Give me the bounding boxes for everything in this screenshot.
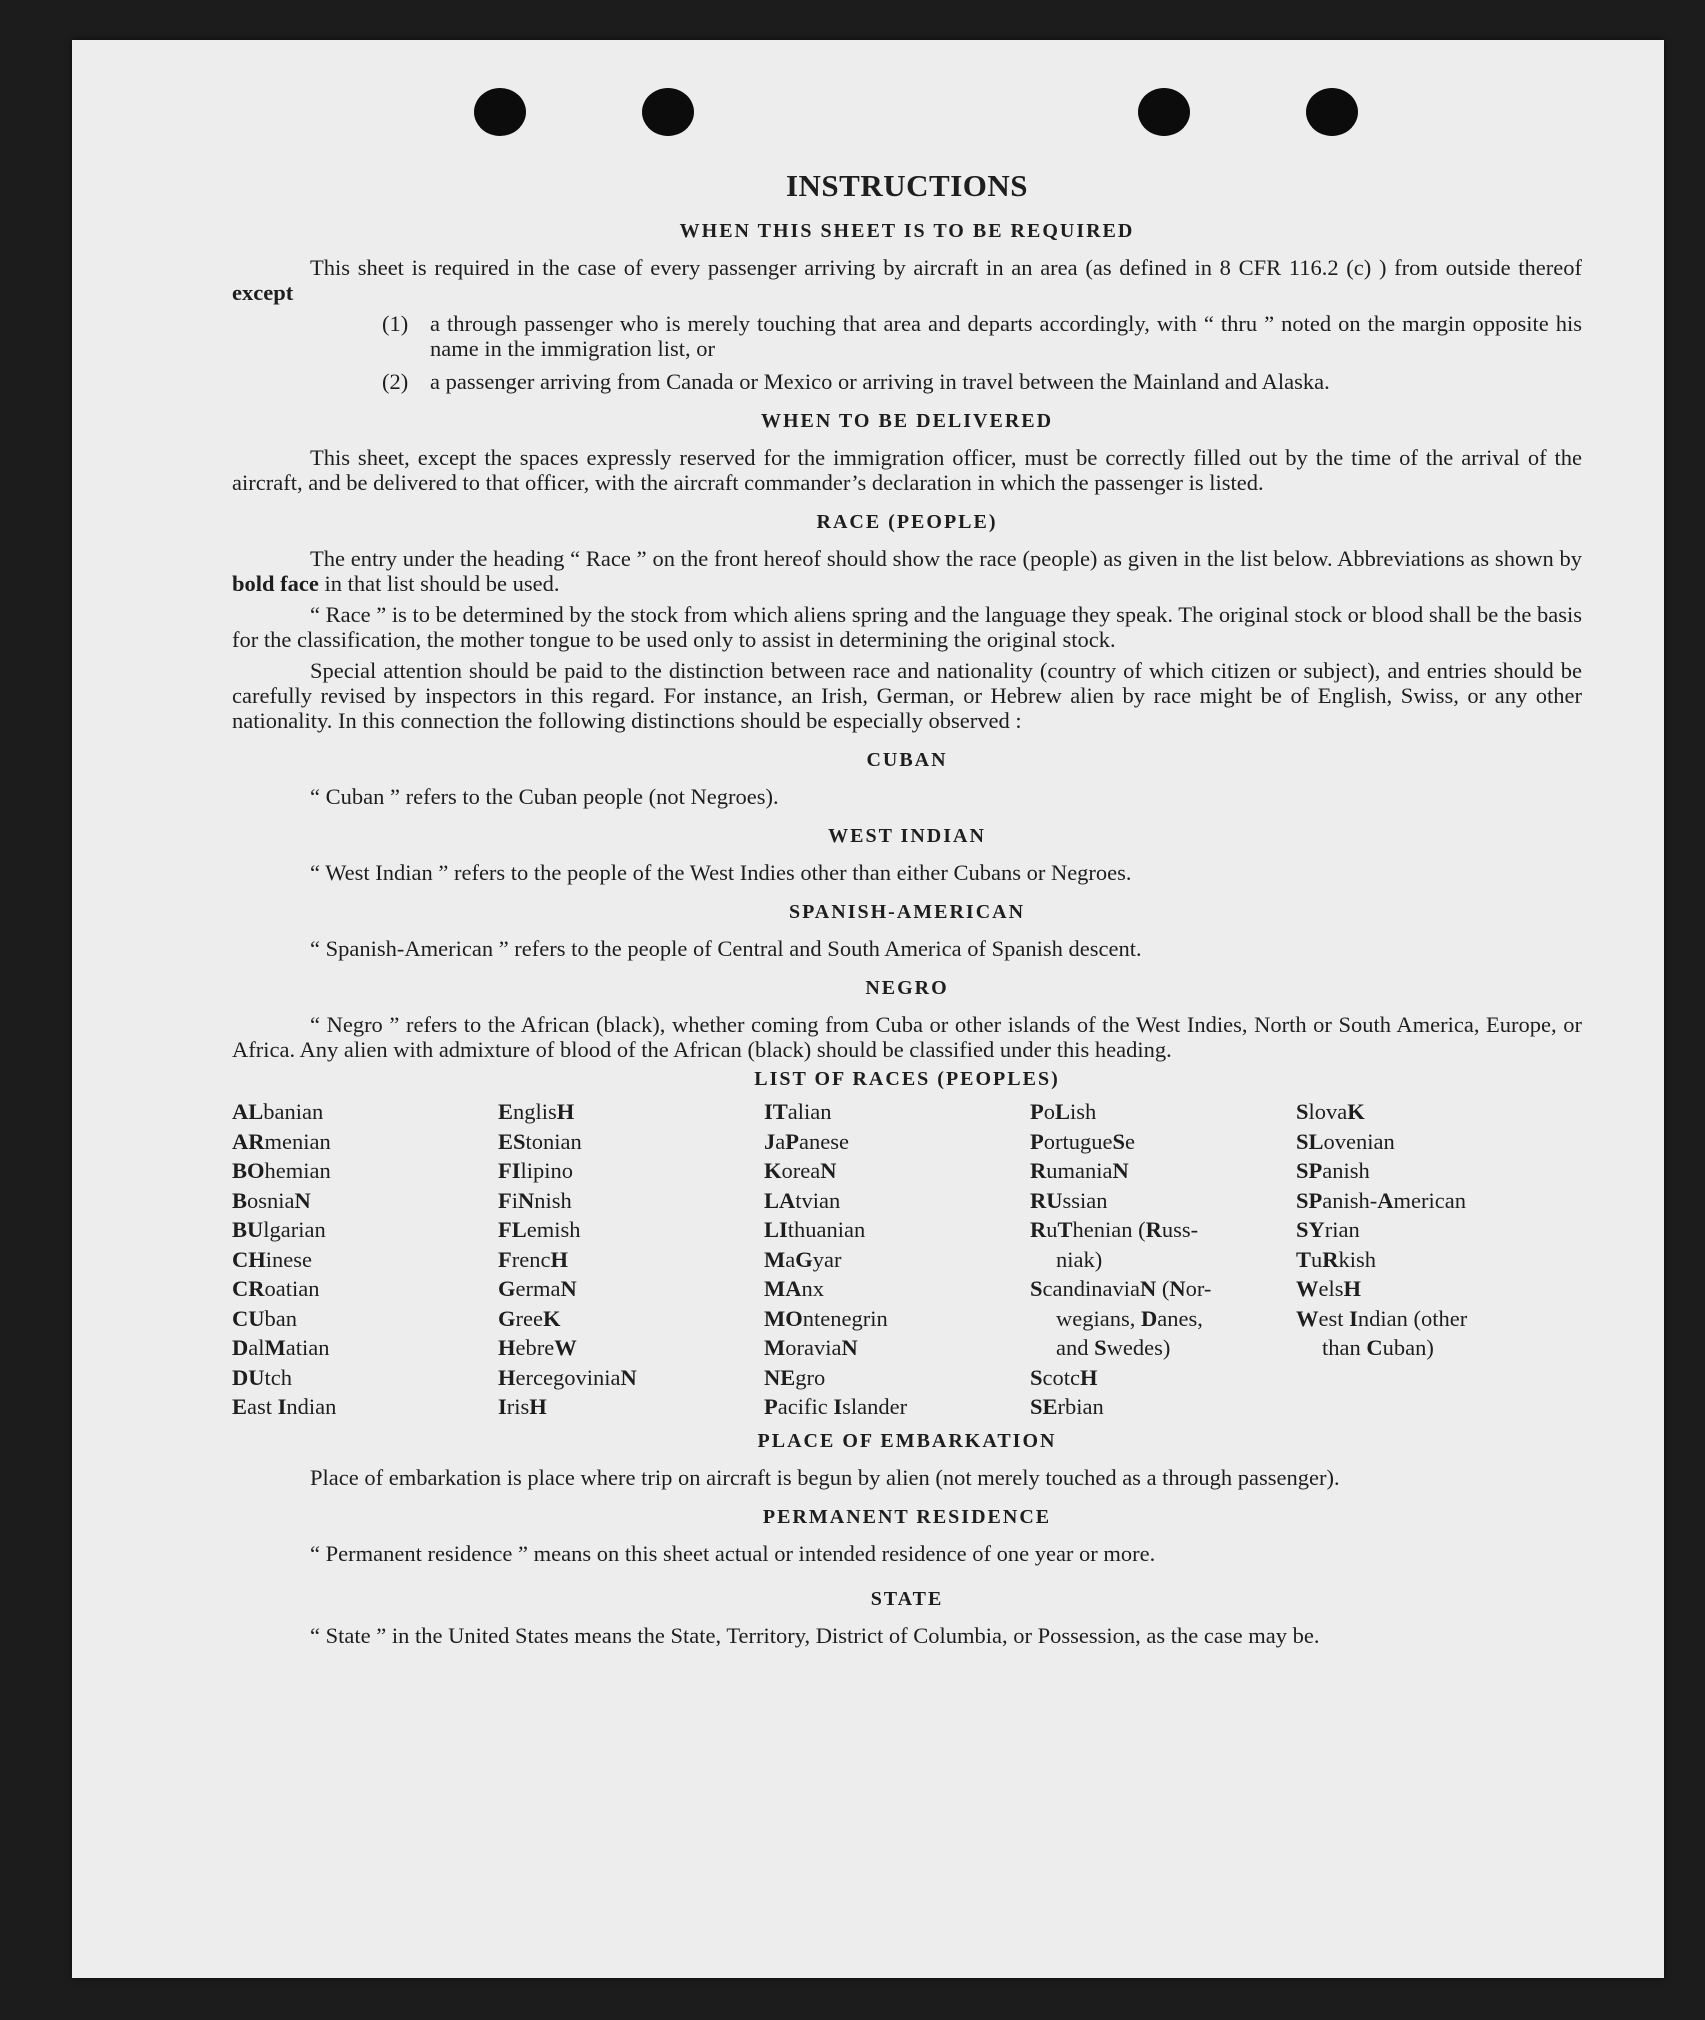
race-entry: and Swedes) (1056, 1335, 1171, 1360)
heading-west-indian: WEST INDIAN (828, 825, 986, 847)
heading-state: STATE (870, 1587, 944, 1610)
race-paragraph-3: Special attention should be paid to the distinction between race and nationality (country of which citizen or subject), and entries should be carefully revised by inspectors in this regard. For instance, an Irish, German, or Hebrew alien by race might be of English, Swiss, or any other nationality. In this connection the following distinctions should be especially observed : (232, 658, 1582, 733)
race-entry: RuThenian (Russ- (1030, 1217, 1199, 1242)
heading-race: RACE (PEOPLE) (816, 511, 998, 533)
race-entry: Pacific Islander (764, 1394, 908, 1419)
race-entry: CRoatian (232, 1276, 320, 1301)
punch-hole (474, 88, 526, 136)
race-entry: SErbian (1030, 1394, 1104, 1419)
race-entry: IrisH (498, 1394, 547, 1419)
heading-required: WHEN THIS SHEET IS TO BE REQUIRED (679, 220, 1135, 242)
race-entry: SPanish (1296, 1158, 1370, 1183)
item-number: (1) (382, 311, 409, 336)
negro-text: “ Negro ” refers to the African (black), whether coming from Cuba or other islands of the West Indies, North or South America, Europe, or Africa. Any alien with admixture of blood of the African (black) should be classified under this heading. (232, 1012, 1582, 1062)
race-entry: MOntenegrin (764, 1305, 888, 1331)
heading-delivered: WHEN TO BE DELIVERED (760, 410, 1054, 432)
embarkation-text: Place of embarkation is place where trip on aircraft is begun by alien (not merely touched as a through passenger). (310, 1464, 1340, 1490)
race-entry: MoraviaN (764, 1335, 858, 1360)
race-entry: BosniaN (232, 1187, 311, 1213)
race-entry: JaPanese (764, 1128, 849, 1154)
race-entry: GreeK (498, 1305, 561, 1331)
race-entry: MaGyar (764, 1246, 842, 1272)
delivered-text: This sheet, except the spaces expressly reserved for the immigration officer, must be correctly filled out by the time of the arrival of the aircraft, and be delivered to that officer, with the aircraft commander’s declaration in which the passenger is listed. (232, 445, 1582, 495)
page-title: INSTRUCTIONS (785, 168, 1028, 203)
race-entry: SLovenian (1296, 1128, 1395, 1154)
cuban-text: “ Cuban ” refers to the Cuban people (not Negroes). (310, 784, 779, 809)
race-entry: SlovaK (1296, 1099, 1365, 1124)
races-column (1296, 1097, 1582, 1422)
race-entry: GermaN (498, 1276, 577, 1301)
race-entry: LAtvian (764, 1187, 841, 1213)
heading-spanish-american: SPANISH-AMERICAN (788, 901, 1026, 923)
races-column (232, 1097, 498, 1422)
heading-residence: PERMANENT RESIDENCE (762, 1505, 1052, 1528)
race-entry: PortugueSe (1030, 1128, 1135, 1154)
race-entry: SPanish-American (1296, 1187, 1466, 1213)
heading-list-of-races: LIST OF RACES (PEOPLES) (754, 1068, 1060, 1090)
required-intro: This sheet is required in the case of every passenger arriving by aircraft in an area (as defined in 8 CFR 116.2 (c) ) from outside thereof except (232, 255, 1582, 305)
race-entry: East Indian (232, 1394, 337, 1419)
race-entry: CUban (232, 1305, 297, 1331)
race-entry: NEgro (764, 1364, 826, 1390)
race-entry: ALbanian (232, 1099, 324, 1124)
required-intro-bold: except (232, 280, 294, 305)
instructions-content (232, 168, 1582, 1654)
heading-cuban: CUBAN (866, 749, 948, 771)
race-entry: CHinese (232, 1246, 312, 1272)
race-entry: wegians, Danes, (1056, 1305, 1203, 1331)
race-entry: BOhemian (232, 1158, 331, 1183)
races-column (764, 1097, 1030, 1422)
race-entry: PoLish (1030, 1099, 1097, 1124)
list-item (382, 311, 1582, 361)
heading-embarkation: PLACE OF EMBARKATION (757, 1429, 1057, 1452)
race-entry: RUssian (1030, 1187, 1108, 1213)
state-text: “ State ” in the United States means the State, Territory, District of Columbia, or Possession, as the case may be. (310, 1622, 1320, 1648)
race-entry: LIthuanian (764, 1217, 866, 1242)
race-entry: ARmenian (232, 1128, 331, 1154)
race-entry: niak) (1056, 1246, 1103, 1272)
heading-negro: NEGRO (865, 977, 949, 999)
race-entry: WelsH (1296, 1276, 1362, 1301)
race-entry: FrencH (498, 1246, 568, 1272)
document-sheet (72, 40, 1664, 1978)
race-entry: RumaniaN (1030, 1158, 1129, 1183)
race-entry: EStonian (498, 1128, 582, 1154)
race-entry: KoreaN (764, 1158, 837, 1183)
race-entry: ScotcH (1030, 1364, 1098, 1390)
residence-text: “ Permanent residence ” means on this sheet actual or intended residence of one year or more. (310, 1540, 1156, 1566)
item-text: a through passenger who is merely touching that area and departs accordingly, with “ thru ” noted on the margin opposite his name in the immigration list, or (430, 311, 1582, 361)
race-entry: FIlipino (498, 1158, 574, 1183)
races-column (1030, 1097, 1296, 1422)
race-entry: TuRkish (1296, 1246, 1377, 1272)
races-list (232, 1097, 1582, 1422)
race-entry: ITalian (764, 1099, 832, 1124)
race-entry: FiNnish (498, 1187, 572, 1213)
spanish-american-text: “ Spanish-American ” refers to the people of Central and South America of Spanish descent. (310, 936, 1142, 961)
race-entry: BUlgarian (232, 1217, 326, 1242)
item-number: (2) (382, 369, 409, 394)
race-entry: HebreW (498, 1335, 577, 1360)
race-entry: ScandinaviaN (Nor- (1030, 1276, 1212, 1301)
race-entry: MAnx (764, 1276, 824, 1301)
race-entry: DUtch (232, 1364, 292, 1390)
race-entry: West Indian (other (1296, 1305, 1468, 1331)
race-paragraph-1: The entry under the heading “ Race ” on the front hereof should show the race (people) as given in the list below. Abbreviations as shown by bold face in that list should be used. (232, 546, 1582, 596)
race-entry: HercegoviniaN (498, 1364, 637, 1390)
races-column (498, 1097, 764, 1422)
race-entry: FLemish (498, 1217, 581, 1242)
race-bold-face: bold face (232, 571, 319, 596)
punch-hole (1138, 88, 1190, 136)
race-entry: than Cuban) (1322, 1335, 1434, 1360)
list-item (382, 369, 1582, 394)
race-entry: EnglisH (498, 1099, 575, 1124)
punch-hole (1306, 88, 1358, 136)
race-entry: DalMatian (232, 1335, 330, 1360)
item-text: a passenger arriving from Canada or Mexico or arriving in travel between the Mainland and Alaska. (430, 369, 1330, 394)
punch-hole (642, 88, 694, 136)
west-indian-text: “ West Indian ” refers to the people of the West Indies other than either Cubans or Negroes. (310, 860, 1132, 885)
race-entry: SYrian (1296, 1217, 1360, 1242)
race-paragraph-2: “ Race ” is to be determined by the stock from which aliens spring and the language they speak. The original stock or blood shall be the basis for the classification, the mother tongue to be used only to assist in determining the original stock. (232, 602, 1582, 652)
